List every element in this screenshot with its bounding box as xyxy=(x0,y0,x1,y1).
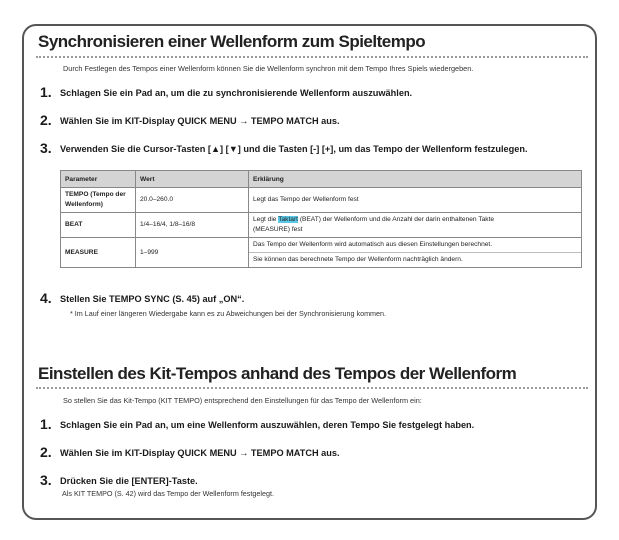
section1-title: Synchronisieren einer Wellenform zum Spieltempo xyxy=(38,32,426,51)
desc-text: Das Tempo der Wellenform wird automatisch aus diesen Einstellungen berechnet. xyxy=(253,241,493,248)
section2-step-3 xyxy=(40,472,198,488)
step-number: 1. xyxy=(40,84,52,100)
highlighted-term: Taktart xyxy=(278,216,298,223)
table-cell-desc xyxy=(249,238,582,268)
section2-result: Als KIT TEMPO (S. 42) wird das Tempo der Wellenform festgelegt. xyxy=(62,489,274,498)
step-text: Stellen Sie TEMPO SYNC (S. 45) auf „ON“. xyxy=(60,294,245,304)
section2-step-1 xyxy=(40,416,474,432)
table-cell-value: 20.0–260.0 xyxy=(136,188,249,213)
table-cell-value: 1–999 xyxy=(136,238,249,268)
desc-text: Sie können das berechnete Tempo der Wellenform nachträglich ändern. xyxy=(249,252,581,265)
step-number: 1. xyxy=(40,416,52,432)
table-cell-param: BEAT xyxy=(61,213,136,238)
step-text: Wählen Sie im KIT-Display QUICK MENU → TEMPO MATCH aus. xyxy=(60,116,340,126)
step-number: 4. xyxy=(40,290,52,306)
table-cell-param: MEASURE xyxy=(61,238,136,268)
table-cell-desc xyxy=(249,213,582,238)
step-text: Schlagen Sie ein Pad an, um eine Wellenform auszuwählen, deren Tempo Sie festgelegt haben. xyxy=(60,420,475,430)
table-header-row xyxy=(61,171,582,188)
table-header: Erklärung xyxy=(249,171,582,188)
section2-divider xyxy=(36,387,588,389)
section1-step-1 xyxy=(40,84,412,100)
desc-text: (MEASURE) fest xyxy=(253,226,303,233)
section1-intro: Durch Festlegen des Tempos einer Wellenform können Sie die Wellenform synchron mit dem Tempo Ihres Spiels wiedergeben. xyxy=(63,64,474,73)
step-number: 2. xyxy=(40,112,52,128)
table-row xyxy=(61,238,582,268)
section2-intro: So stellen Sie das Kit-Tempo (KIT TEMPO) entsprechend den Einstellungen für das Tempo der Wellenform ein: xyxy=(63,396,422,405)
table-cell-value: 1/4–16/4, 1/8–16/8 xyxy=(136,213,249,238)
table-cell-desc: Legt das Tempo der Wellenform fest xyxy=(249,188,582,213)
table-row xyxy=(61,188,582,213)
desc-text: (BEAT) der Wellenform und die Anzahl der darin enthaltenen Takte xyxy=(297,216,495,223)
section2-title: Einstellen des Kit-Tempos anhand des Tempos der Wellenform xyxy=(38,364,517,383)
step-text: Wählen Sie im KIT-Display QUICK MENU → TEMPO MATCH aus. xyxy=(60,448,340,458)
table-row xyxy=(61,213,582,238)
section2-step-2 xyxy=(40,444,340,460)
step-text: Drücken Sie die [ENTER]-Taste. xyxy=(60,476,198,486)
step-text: Verwenden Sie die Cursor-Tasten [▲] [▼] und die Tasten [-] [+], um das Tempo der Wellenform festzulegen. xyxy=(60,144,528,154)
step-number: 2. xyxy=(40,444,52,460)
table-header: Wert xyxy=(136,171,249,188)
step-number: 3. xyxy=(40,140,52,156)
step-text: Schlagen Sie ein Pad an, um die zu synchronisierende Wellenform auszuwählen. xyxy=(60,88,413,98)
section1-step-4 xyxy=(40,290,244,306)
section1-step-3 xyxy=(40,140,528,156)
step-number: 3. xyxy=(40,472,52,488)
parameter-table xyxy=(60,170,582,268)
section1-step-2 xyxy=(40,112,340,128)
section1-note: * Im Lauf einer längeren Wiedergabe kann es zu Abweichungen bei der Synchronisierung kommen. xyxy=(70,309,387,318)
table-header: Parameter xyxy=(61,171,136,188)
desc-text: Legt die xyxy=(253,216,279,223)
section1-divider xyxy=(36,56,588,58)
table-cell-param: TEMPO (Tempo der Wellenform) xyxy=(61,188,136,213)
